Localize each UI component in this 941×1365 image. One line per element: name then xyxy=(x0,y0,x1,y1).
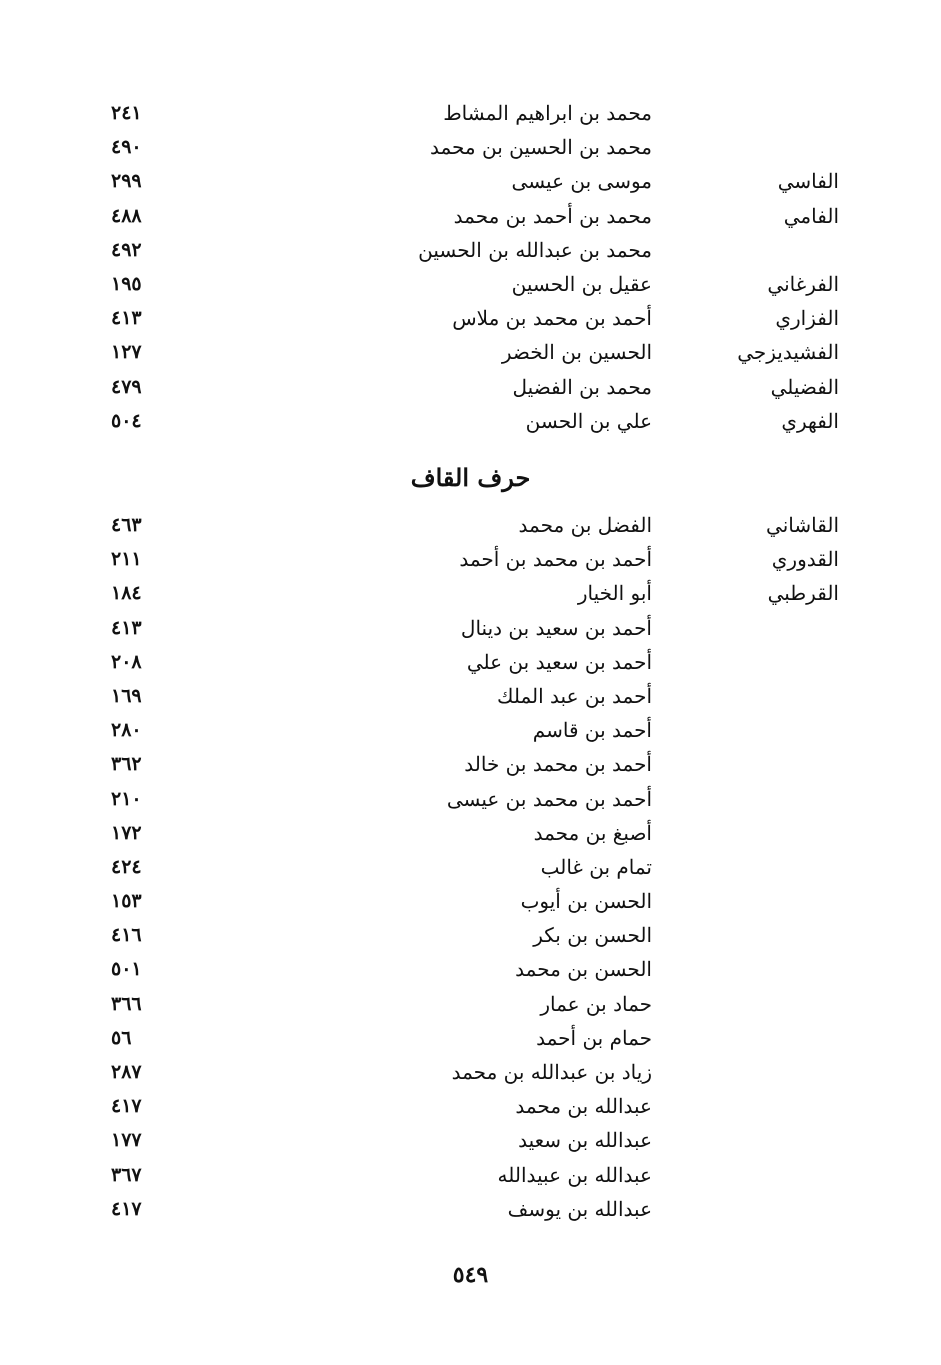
entry-name: أحمد بن عبد الملك xyxy=(497,683,652,708)
entry-name: تمام بن غالب xyxy=(540,854,652,879)
entry-name: محمد بن الفضيل xyxy=(512,374,652,399)
index-entry xyxy=(0,130,941,164)
entry-name: حمام بن أحمد xyxy=(536,1025,652,1050)
entry-page-number: ٤١٦ xyxy=(111,924,142,947)
entry-page-number: ١٩٥ xyxy=(111,272,142,295)
section-heading-qaf: حرف القاف xyxy=(410,463,531,492)
entry-page-number: ٢٨٠ xyxy=(111,719,142,742)
index-entry xyxy=(0,370,941,404)
index-entry xyxy=(0,987,941,1021)
index-entry xyxy=(0,233,941,267)
index-entry xyxy=(0,952,941,986)
entry-name: عبدالله بن عبيدالله xyxy=(497,1162,652,1187)
entry-page-number: ٢٤١ xyxy=(111,102,142,124)
entry-name: حماد بن عمار xyxy=(540,991,652,1016)
index-entry xyxy=(0,335,941,369)
entry-nisba: الفهري xyxy=(781,408,839,433)
index-section-qaf xyxy=(0,508,941,1226)
index-entry xyxy=(0,1055,941,1089)
entry-nisba: الفاسي xyxy=(777,169,839,194)
entry-page-number: ٣٦٧ xyxy=(111,1163,142,1186)
entry-name: أبو الخيار xyxy=(577,581,652,606)
index-entry xyxy=(0,96,941,130)
entry-page-number: ١٦٩ xyxy=(111,684,142,707)
entry-page-number: ٢٨٧ xyxy=(111,1061,142,1083)
entry-name: عبدالله بن محمد xyxy=(515,1094,652,1119)
entry-name: أحمد بن قاسم xyxy=(532,718,652,743)
entry-name: الفضل بن محمد xyxy=(518,513,652,537)
entry-nisba: الفضيلي xyxy=(770,374,839,399)
index-entry xyxy=(0,404,941,438)
entry-nisba: القرطبي xyxy=(767,581,839,606)
entry-name: أصبغ بن محمد xyxy=(533,820,652,845)
entry-name: محمد بن الحسين بن محمد xyxy=(429,135,652,160)
entry-nisba: القدوري xyxy=(771,547,839,572)
entry-page-number: ١٧٧ xyxy=(111,1129,142,1152)
entry-nisba: الفرغاني xyxy=(767,271,839,296)
index-entry xyxy=(0,918,941,952)
entry-page-number: ٤٧٩ xyxy=(111,375,142,398)
index-entry xyxy=(0,645,941,679)
entry-page-number: ٢٩٩ xyxy=(111,170,142,193)
entry-page-number: ٤٨٨ xyxy=(111,204,142,227)
entry-page-number: ٢١١ xyxy=(111,548,142,571)
entry-page-number: ١٧٢ xyxy=(111,821,142,844)
entry-name: علي بن الحسن xyxy=(525,408,652,433)
entry-name: أحمد بن محمد بن عيسى xyxy=(446,786,652,811)
index-entry xyxy=(0,164,941,198)
entry-page-number: ٤٦٣ xyxy=(111,514,142,536)
entry-name: عقيل بن الحسين xyxy=(511,271,652,296)
entry-name: أحمد بن محمد بن ملاس xyxy=(452,306,652,331)
entry-nisba: الفشيديزجي xyxy=(737,340,839,365)
page-number: ٥٤٩ xyxy=(452,1262,489,1288)
entry-page-number: ٤١٧ xyxy=(111,1197,142,1220)
entry-name: أحمد بن محمد بن أحمد xyxy=(459,547,652,572)
entry-page-number: ٢٠٨ xyxy=(111,650,142,673)
entry-name: الحسين بن الخضر xyxy=(501,340,652,365)
entry-name: محمد بن ابراهيم المشاط xyxy=(443,101,652,125)
entry-nisba: الفامي xyxy=(783,203,839,228)
index-entry xyxy=(0,1192,941,1226)
index-entry xyxy=(0,199,941,233)
index-entry xyxy=(0,782,941,816)
index-entry xyxy=(0,816,941,850)
index-entry xyxy=(0,1158,941,1192)
entry-name: الحسن بن محمد xyxy=(515,957,652,982)
entry-name: أحمد بن سعيد بن دينال xyxy=(460,615,652,640)
entry-name: الحسن بن بكر xyxy=(533,923,652,948)
index-entry xyxy=(0,508,941,542)
entry-page-number: ٣٦٢ xyxy=(111,753,142,776)
entry-page-number: ٥٦ xyxy=(111,1026,132,1049)
entry-name: زياد بن عبدالله بن محمد xyxy=(451,1060,652,1084)
index-entry xyxy=(0,267,941,301)
index-entry xyxy=(0,542,941,576)
index-entry xyxy=(0,884,941,918)
entry-page-number: ١٢٧ xyxy=(111,341,142,364)
entry-page-number: ٥٠٤ xyxy=(111,409,142,432)
index-entry xyxy=(0,850,941,884)
entry-page-number: ٤٩٢ xyxy=(111,238,142,261)
index-entry xyxy=(0,747,941,781)
index-entry xyxy=(0,1123,941,1157)
entry-name: الحسن بن أيوب xyxy=(520,889,652,914)
entry-page-number: ٣٦٦ xyxy=(111,992,142,1015)
entry-name: أحمد بن محمد بن خالد xyxy=(464,752,652,777)
entry-page-number: ١٥٣ xyxy=(111,890,142,913)
entry-nisba: القاشاني xyxy=(766,513,839,537)
entry-name: عبدالله بن سعيد xyxy=(518,1128,652,1153)
entry-page-number: ٥٠١ xyxy=(111,958,142,981)
entry-page-number: ٤١٧ xyxy=(111,1095,142,1118)
index-entry xyxy=(0,301,941,335)
index-entry xyxy=(0,1021,941,1055)
index-entry xyxy=(0,713,941,747)
entry-page-number: ٤١٣ xyxy=(111,616,142,639)
index-entry xyxy=(0,576,941,610)
entry-page-number: ٤٩٠ xyxy=(111,136,142,159)
entry-page-number: ٢١٠ xyxy=(111,787,142,810)
entry-name: أحمد بن سعيد بن علي xyxy=(466,649,652,674)
entry-name: موسى بن عيسى xyxy=(511,169,652,194)
entry-name: عبدالله بن يوسف xyxy=(507,1196,652,1221)
entry-page-number: ٤٢٤ xyxy=(111,855,142,878)
index-section-fa xyxy=(0,96,941,438)
entry-page-number: ١٨٤ xyxy=(111,582,142,605)
index-entry xyxy=(0,1089,941,1123)
entry-nisba: الفزاري xyxy=(775,306,839,331)
index-entry xyxy=(0,611,941,645)
entry-name: محمد بن عبدالله بن الحسين xyxy=(418,237,652,262)
entry-page-number: ٤١٣ xyxy=(111,307,142,330)
index-entry xyxy=(0,679,941,713)
entry-name: محمد بن أحمد بن محمد xyxy=(453,203,652,228)
